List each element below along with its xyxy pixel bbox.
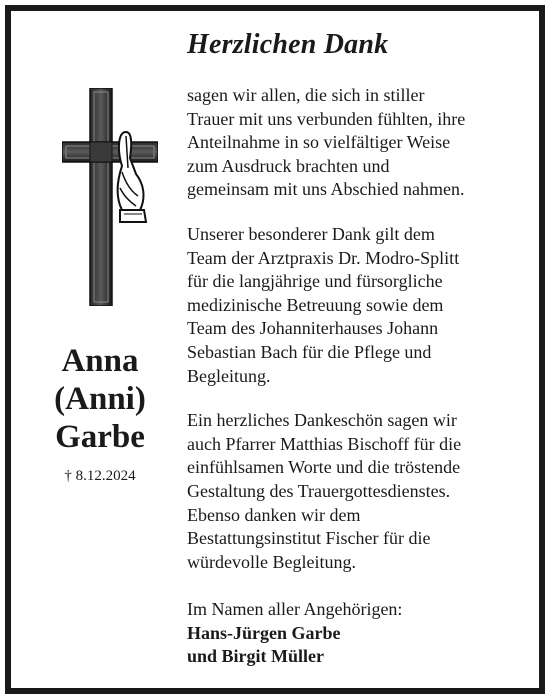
text-line: Team der Arztpraxis Dr. Modro-Splitt <box>187 247 460 268</box>
death-date: † 8.12.2024 <box>64 468 136 484</box>
text-line: gemeinsam mit uns Abschied nahmen. <box>187 179 465 200</box>
text-line: Begleitung. <box>187 365 271 386</box>
signature-intro: Im Namen aller Angehörigen: <box>187 599 403 619</box>
text-line: Anteilnahme in so vielfältiger Weise <box>187 132 451 153</box>
signature-name-1: Hans-Jürgen Garbe <box>187 622 341 643</box>
text-line: Bestattungsinstitut Fischer für die <box>187 528 431 549</box>
cross-with-praying-hands-icon <box>62 88 158 306</box>
deceased-nickname: (Anni) <box>54 381 146 417</box>
text-line: einfühlsamen Worte und die tröstende <box>187 457 461 478</box>
text-line: Unserer besonderer Dank gilt dem <box>187 223 435 244</box>
text-line: zum Ausdruck brachten und <box>187 155 390 176</box>
signature-block <box>187 598 402 669</box>
deceased-last-name: Garbe <box>55 419 145 455</box>
text-line: Gestaltung des Trauergottesdienstes. <box>187 480 451 501</box>
paragraph-thanks <box>187 84 522 202</box>
text-line: Ebenso danken wir dem <box>187 504 361 525</box>
text-line: medizinische Betreuung sowie dem <box>187 294 444 315</box>
deceased-name <box>30 342 170 456</box>
paragraph-pastor-thanks <box>187 409 522 574</box>
text-line: für die langjährige und fürsorgliche <box>187 271 443 292</box>
deceased-first-name: Anna <box>61 343 139 379</box>
paragraph-medical-thanks <box>187 223 522 388</box>
text-line: würdevolle Begleitung. <box>187 551 356 572</box>
text-line: Ein herzliches Dankeschön sagen wir <box>187 410 457 431</box>
notice-heading: Herzlichen Dank <box>187 29 389 60</box>
body-text <box>187 84 522 595</box>
text-line: Team des Johanniterhauses Johann <box>187 318 439 339</box>
text-line: Trauer mit uns verbunden fühlten, ihre <box>187 108 466 129</box>
signature-name-2: und Birgit Müller <box>187 646 325 667</box>
text-line: sagen wir allen, die sich in stiller <box>187 85 425 105</box>
text-line: auch Pfarrer Matthias Bischoff für die <box>187 433 462 454</box>
text-line: Sebastian Bach für die Pflege und <box>187 341 432 362</box>
